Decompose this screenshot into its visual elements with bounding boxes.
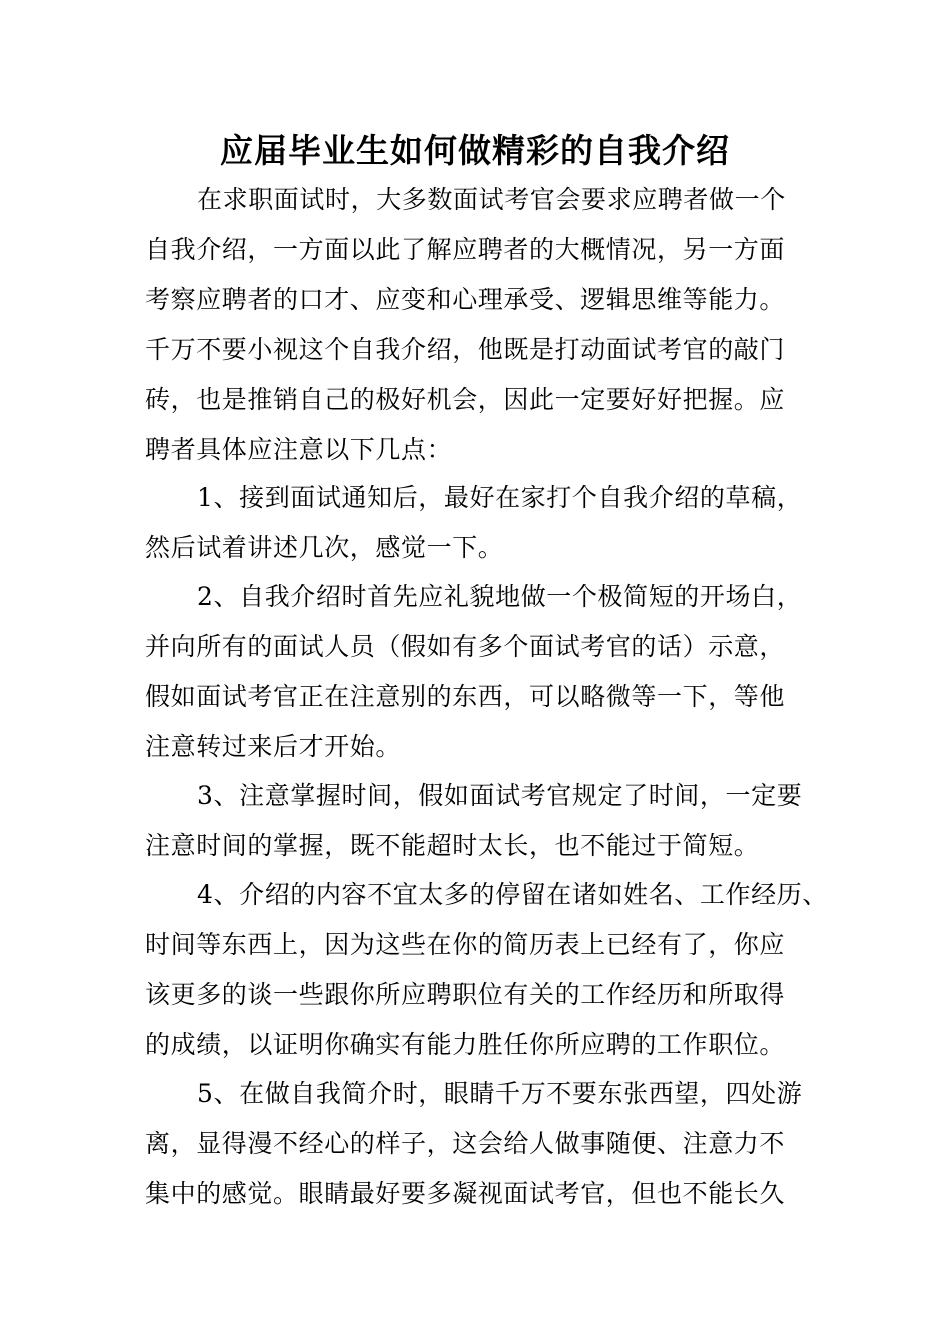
text-line: 假如面试考官正在注意别的东西，可以略微等一下，等他 xyxy=(145,682,786,711)
text-line: 该更多的谈一些跟你所应聘职位有关的工作经历和所取得 xyxy=(145,980,786,1009)
text-line: 并向所有的面试人员（假如有多个面试考官的话）示意， xyxy=(145,632,786,661)
text-line: 4、介绍的内容不宜太多的停留在诸如姓名、工作经历、 xyxy=(197,880,828,909)
text-line: 离，显得漫不经心的样子，这会给人做事随便、注意力不 xyxy=(145,1129,786,1158)
text-line: 自我介绍，一方面以此了解应聘者的大概情况，另一方面 xyxy=(145,235,786,264)
text-line: 千万不要小视这个自我介绍，他既是打动面试考官的敲门 xyxy=(145,335,786,364)
text-line: 在求职面试时，大多数面试考官会要求应聘者做一个 xyxy=(197,185,786,214)
text-line: 5、在做自我简介时，眼睛千万不要东张西望，四处游 xyxy=(197,1079,803,1108)
text-line: 注意转过来后才开始。 xyxy=(145,732,402,761)
text-line: 然后试着讲述几次，感觉一下。 xyxy=(145,533,504,562)
text-line: 砖，也是推销自己的极好机会，因此一定要好好把握。应 xyxy=(145,385,786,414)
text-line: 聘者具体应注意以下几点： xyxy=(145,435,453,464)
text-line: 1、接到面试通知后，最好在家打个自我介绍的草稿， xyxy=(197,483,803,512)
text-line: 考察应聘者的口才、应变和心理承受、逻辑思维等能力。 xyxy=(145,285,786,314)
text-line: 3、注意掌握时间，假如面试考官规定了时间，一定要 xyxy=(197,781,803,810)
text-line: 集中的感觉。眼睛最好要多凝视面试考官，但也不能长久 xyxy=(145,1179,786,1208)
text-line: 注意时间的掌握，既不能超时太长，也不能过于简短。 xyxy=(145,831,760,860)
text-line: 的成绩，以证明你确实有能力胜任你所应聘的工作职位。 xyxy=(145,1030,786,1059)
document-title: 应届毕业生如何做精彩的自我介绍 xyxy=(220,131,730,170)
text-line: 2、自我介绍时首先应礼貌地做一个极简短的开场白， xyxy=(197,582,803,611)
text-line: 时间等东西上，因为这些在你的简历表上已经有了，你应 xyxy=(145,930,786,959)
